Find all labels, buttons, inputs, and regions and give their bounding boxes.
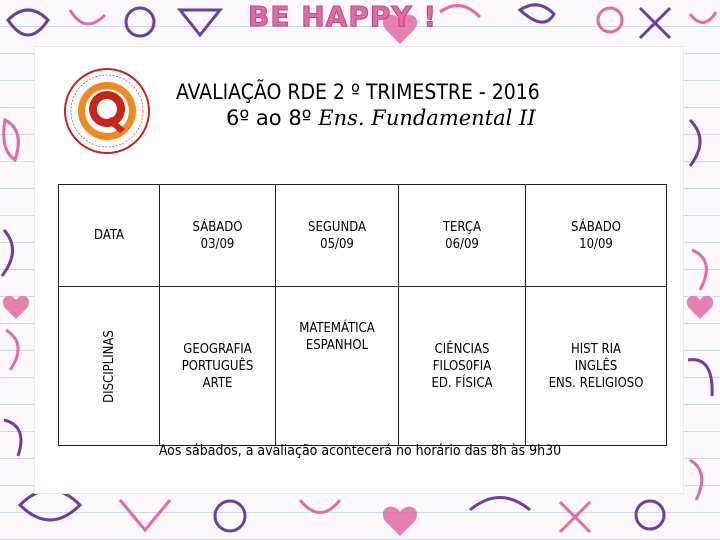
date-label: 06/09	[445, 236, 479, 252]
subjects-cell	[276, 287, 399, 446]
day-label: SEGUNDA	[308, 219, 366, 235]
subject-item: PORTUGUÊS	[181, 358, 254, 374]
subject-item: MATEMÁTICA	[299, 321, 375, 336]
page-subtitle	[226, 106, 536, 130]
subtitle-grades: 6º ao 8º	[226, 106, 319, 130]
schedule-table	[58, 184, 667, 446]
saturday-note: Aos sábados, a avaliação acontecerá no horário das 8h às 9h30	[158, 443, 562, 459]
page-title: AVALIAÇÃO RDE 2 º TRIMESTRE - 2016	[176, 80, 540, 104]
date-cell	[160, 185, 276, 287]
subject-item: CIÊNCIAS	[434, 341, 490, 357]
date-cell	[399, 185, 526, 287]
date-row-header: DATA	[59, 185, 160, 287]
subjects-row-header	[59, 287, 160, 446]
date-row	[59, 185, 667, 287]
date-label: 10/09	[579, 236, 613, 252]
date-cell	[276, 185, 399, 287]
subject-item: FILOS0FIA	[432, 358, 492, 374]
subject-item: ENS. RELIGIOSO	[548, 375, 644, 391]
day-label: TERÇA	[442, 219, 482, 235]
day-label: SÁBADO	[192, 219, 243, 235]
date-label: 05/09	[320, 236, 354, 252]
subjects-row-label: DISCIPLINAS	[101, 329, 117, 403]
subject-item: ESPANHOL	[305, 338, 369, 353]
date-cell	[526, 185, 667, 287]
be-happy-banner: BE HAPPY !	[248, 0, 438, 33]
subjects-cell	[526, 287, 667, 446]
subject-item: HIST RIA	[570, 341, 622, 357]
subject-item: INGLÊS	[574, 358, 618, 374]
subject-item: ARTE	[202, 375, 233, 391]
school-logo	[63, 67, 151, 155]
day-label: SÁBADO	[571, 219, 621, 235]
subjects-cell	[399, 287, 526, 446]
subject-item: GEOGRAFIA	[183, 341, 252, 357]
subjects-row	[59, 287, 667, 446]
subject-item: ED. FÍSICA	[431, 375, 493, 391]
subjects-cell	[160, 287, 276, 446]
date-label: 03/09	[200, 236, 235, 252]
subtitle-level: Ens. Fundamental II	[318, 106, 536, 130]
